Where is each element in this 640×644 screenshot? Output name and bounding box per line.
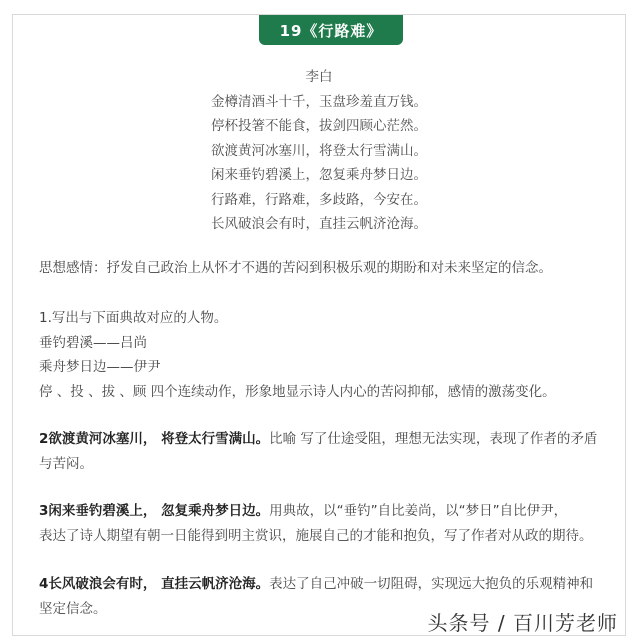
content-card bbox=[12, 14, 626, 636]
poem-line: 行路难，行路难，多歧路，今安在。 bbox=[211, 191, 427, 208]
watermark: 头条号 / 百川芳老师 bbox=[427, 611, 618, 635]
question-2-quote: 2欲渡黄河冰塞川， 将登太行雪满山。 bbox=[39, 431, 270, 447]
question-4-text: 表达了自己冲破一切阻碍，实现远大抱负的乐观精神和 bbox=[269, 576, 594, 592]
question-3-text: 用典故，以“垂钓”自比姜尚，以“梦日”自比伊尹， bbox=[269, 503, 568, 519]
sentiment-text: 思想感情：抒发自己政治上从怀才不遇的苦闷到积极乐观的期盼和对未来坚定的信念。 bbox=[39, 260, 552, 276]
question-3-text-cont: 表达了诗人期望有朝一日能得到明主赏识，施展自己的才能和抱负，写了作者对从政的期待。 bbox=[39, 527, 593, 544]
question-1-note: 停 、投 、拔 、顾 四个连续动作，形象地显示诗人内心的苦闷抑郁，感情的激荡变化。 bbox=[39, 383, 556, 400]
question-1-heading: 1.写出与下面典故对应的人物。 bbox=[39, 310, 228, 326]
allusion-item: 乘舟梦日边——伊尹 bbox=[39, 359, 161, 375]
poem-line: 金樽清酒斗十千，玉盘珍羞直万钱。 bbox=[211, 93, 427, 110]
poem-line: 长风破浪会有时，直挂云帆济沧海。 bbox=[211, 216, 427, 232]
question-2-text-cont: 与苦闷。 bbox=[39, 455, 93, 472]
question-2 bbox=[39, 427, 631, 476]
question-4-text-cont: 坚定信念。 bbox=[39, 600, 107, 617]
question-3-quote: 3闲来垂钓碧溪上， 忽复乘舟梦日边。 bbox=[39, 503, 270, 519]
poem-line: 闲来垂钓碧溪上，忽复乘舟梦日边。 bbox=[211, 167, 427, 183]
title-tab: 19《行路难》 bbox=[259, 15, 403, 45]
question-3 bbox=[39, 499, 631, 548]
poem-author: 李白 bbox=[305, 69, 333, 85]
poem-line: 停杯投箸不能食，拔剑四顾心茫然。 bbox=[211, 118, 427, 134]
question-4-quote: 4长风破浪会有时， 直挂云帆济沧海。 bbox=[39, 576, 270, 592]
question-2-text: 比喻 写了仕途受阻，理想无法实现，表现了作者的矛盾 bbox=[269, 431, 598, 447]
question-1 bbox=[39, 306, 631, 404]
poem bbox=[13, 65, 625, 237]
allusion-item: 垂钓碧溪——吕尚 bbox=[39, 334, 147, 351]
poem-line: 欲渡黄河冰塞川，将登太行雪满山。 bbox=[211, 142, 427, 159]
